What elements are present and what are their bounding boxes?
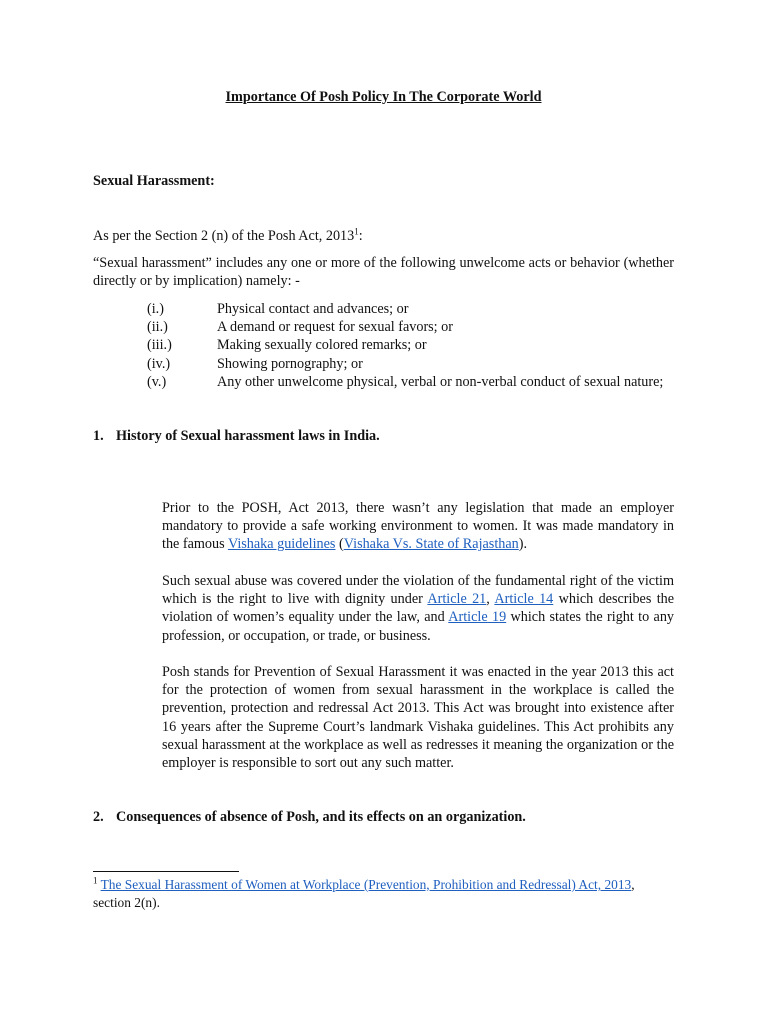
paragraph-text: which states the right to any profession, or occupation, or trade, or business. bbox=[162, 609, 675, 644]
link-vishaka-guidelines[interactable]: Vishaka guidelines bbox=[227, 536, 336, 553]
list-item-text: Physical contact and advances; or bbox=[217, 301, 409, 317]
heading-text: Consequences of absence of Posh, and its effects on an organization. bbox=[116, 809, 526, 825]
section-heading: Sexual Harassment: bbox=[93, 173, 215, 189]
list-item bbox=[147, 318, 674, 336]
list-item-text: A demand or request for sexual favors; or bbox=[217, 319, 453, 336]
link-vishaka-vs-rajasthan[interactable]: Vishaka Vs. State of Rajasthan bbox=[343, 536, 519, 553]
heading-consequences bbox=[93, 808, 674, 826]
heading-number: 1. bbox=[93, 428, 104, 444]
heading-number: 2. bbox=[93, 809, 104, 825]
link-article-19[interactable]: Article 19 bbox=[448, 609, 507, 626]
list-item bbox=[147, 300, 674, 318]
link-posh-act[interactable]: The Sexual Harassment of Women at Workplace (Prevention, Prohibition and Redressal) Act, 2013 bbox=[100, 877, 632, 892]
heading-text: History of Sexual harassment laws in India. bbox=[116, 428, 380, 444]
paragraph-history-3: Posh stands for Prevention of Sexual Harassment it was enacted in the year 2013 this act for the protection of women from sexual harassment in the workplace is called the prevention, protection and redressal Act 2013. This Act was brought into existence after 16 years after the Supreme Court’s landmark Vishaka guidelines. This Act prohibits any sexual harassment at the workplace as well as redresses it meaning the organization or the employer is responsible to sort out any such matter. bbox=[162, 664, 674, 772]
footnote-number: 1 bbox=[93, 875, 98, 886]
paragraph-history-1 bbox=[162, 499, 674, 554]
list-item-text: Making sexually colored remarks; or bbox=[217, 337, 427, 354]
document-title: Importance Of Posh Policy In The Corporate World bbox=[225, 89, 542, 105]
footnote-reference[interactable]: 1 bbox=[354, 226, 359, 237]
heading-history bbox=[93, 427, 674, 445]
paragraph-text: which describes the violation of women’s equality under the law, and bbox=[162, 591, 675, 626]
definition-intro-text: As per the Section 2 (n) of the Posh Act, 2013 bbox=[93, 228, 355, 244]
list-item bbox=[147, 355, 674, 373]
list-item-text: Showing pornography; or bbox=[217, 355, 363, 372]
paragraph-text: ( bbox=[335, 536, 344, 553]
link-article-14[interactable]: Article 14 bbox=[494, 591, 554, 608]
link-article-21[interactable]: Article 21 bbox=[427, 591, 487, 608]
list-item-number: (ii.) bbox=[147, 319, 168, 336]
list-item-text: Any other unwelcome physical, verbal or non-verbal conduct of sexual nature; bbox=[217, 373, 664, 390]
list-item-number: (v.) bbox=[147, 373, 167, 390]
list-item-number: (iii.) bbox=[147, 337, 172, 354]
paragraph-text: , bbox=[486, 591, 495, 608]
footnote-tail: , section 2(n). bbox=[93, 877, 635, 910]
harassment-acts-list bbox=[147, 300, 674, 391]
paragraph-history-2 bbox=[162, 572, 674, 645]
paragraph-text: ). bbox=[518, 536, 528, 553]
footnote-separator bbox=[93, 871, 239, 872]
definition-intro-end: : bbox=[358, 228, 363, 244]
list-item-number: (iv.) bbox=[147, 355, 171, 372]
paragraph-text: Such sexual abuse was covered under the violation of the fundamental right of the victim which is the right to live with dignity under bbox=[162, 573, 674, 608]
list-item bbox=[147, 373, 674, 391]
list-item bbox=[147, 336, 674, 354]
list-item-number: (i.) bbox=[147, 301, 164, 317]
paragraph-text: Prior to the POSH, Act 2013, there wasn’t any legislation that made an employer mandatory to provide a safe working environment to women. It was made mandatory in the famous bbox=[162, 500, 674, 553]
definition-text: “Sexual harassment” includes any one or more of the following unwelcome acts or behavior (whether directly or by implication) namely: - bbox=[93, 255, 674, 290]
footnote bbox=[93, 876, 674, 912]
definition-intro bbox=[93, 227, 674, 245]
